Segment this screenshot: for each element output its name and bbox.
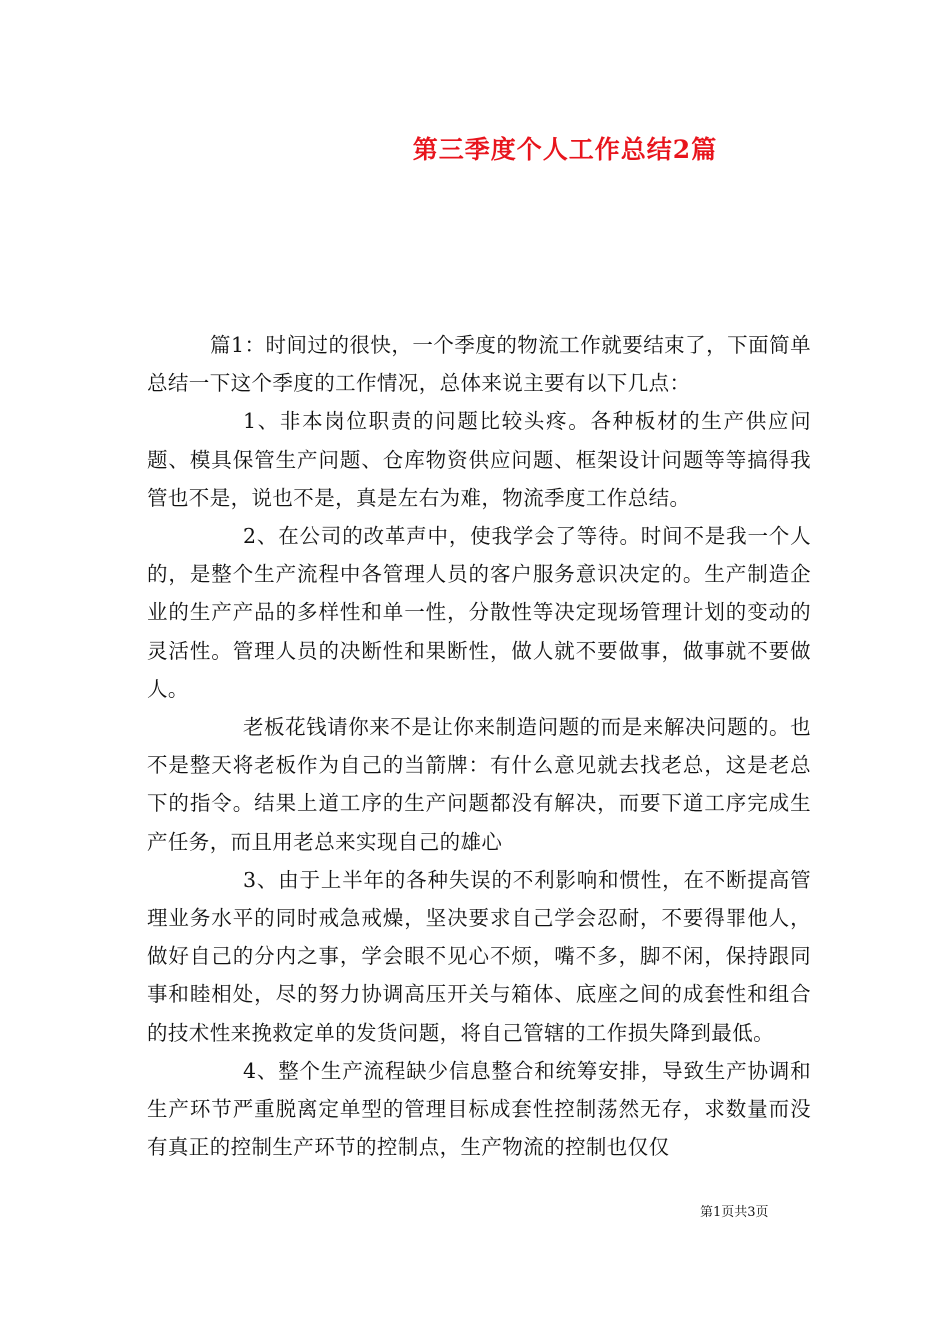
paragraph-boss: 老板花钱请你来不是让你来制造问题的而是来解决问题的。也不是整天将老板作为自己的当箭牌：有什么意见就去找老总，这是老总下的指令。结果上道工序的生产问题都没有解决，而要下道工序完成生产任务，而且用老总来实现自己的雄心 — [147, 715, 811, 854]
document-body — [147, 326, 811, 1166]
paragraph-point-1: 1、非本岗位职责的问题比较头疼。各种板材的生产供应问题、模具保管生产问题、仓库物资供应问题、框架设计问题等等搞得我管也不是，说也不是，真是左右为难，物流季度工作总结。 — [147, 409, 811, 510]
page-number-footer: 第1页共3页 — [700, 1205, 769, 1220]
paragraph-point-3: 3、由于上半年的各种失误的不利影响和惯性，在不断提高管理业务水平的同时戒急戒燥，坚决要求自己学会忍耐，不要得罪他人，做好自己的分内之事，学会眼不见心不烦，嘴不多，脚不闲，保持跟同事和睦相处，尽的努力协调高压开关与箱体、底座之间的成套性和组合的技术性来挽救定单的发货问题，将自己管辖的工作损失降到最低。 — [147, 867, 811, 1045]
document-title: 第三季度个人工作总结2篇 — [412, 135, 718, 164]
paragraph-point-2: 2、在公司的改革声中，使我学会了等待。时间不是我一个人的，是整个生产流程中各管理人员的客户服务意识决定的。生产制造企业的生产产品的多样性和单一性，分散性等决定现场管理计划的变动的灵活性。管理人员的决断性和果断性，做人就不要做事，做事就不要做人。 — [147, 524, 811, 701]
paragraph-point-4: 4、整个生产流程缺少信息整合和统筹安排，导致生产协调和生产环节严重脱离定单型的管理目标成套性控制荡然无存，求数量而没有真正的控制生产环节的控制点，生产物流的控制也仅仅 — [147, 1058, 811, 1160]
paragraph-intro: 篇1：时间过的很快，一个季度的物流工作就要结束了，下面简单总结一下这个季度的工作情况，总体来说主要有以下几点： — [147, 333, 811, 396]
